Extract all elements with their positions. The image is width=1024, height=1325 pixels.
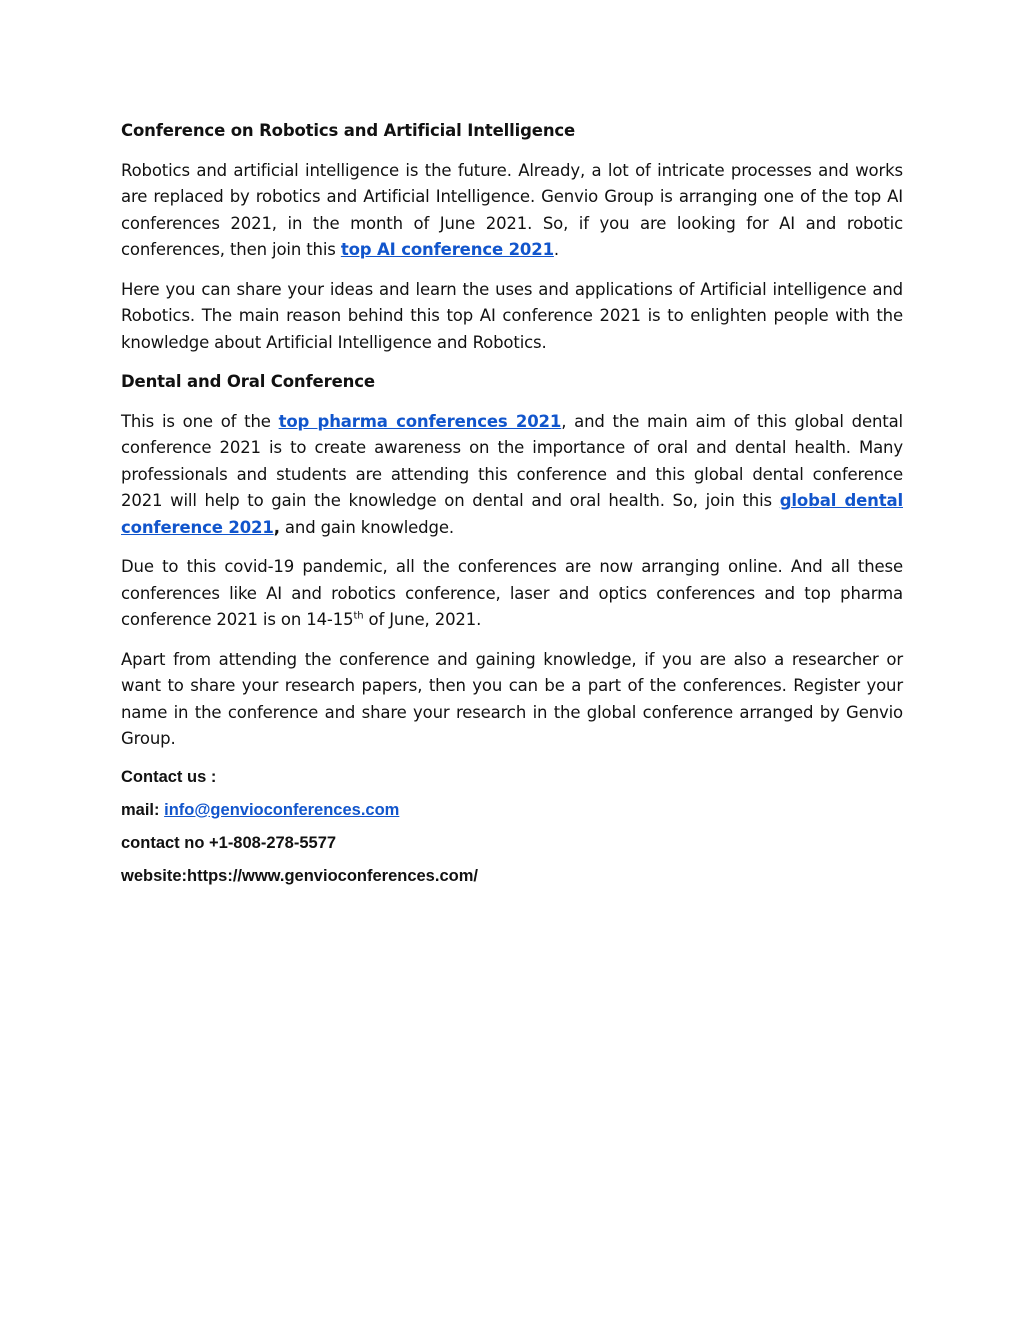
paragraph-robotics-intro	[121, 158, 903, 264]
mail-label: mail:	[121, 800, 165, 819]
contact-block	[121, 766, 903, 887]
contact-phone: contact no +1-808-278-5577	[121, 833, 337, 852]
link-global-dental-conference[interactable]: global dental conference 2021	[121, 491, 903, 537]
paragraph-text: Due to this covid-19 pandemic, all the conferences are now arranging online. And all these conferences like AI and robotics conference, laser and optics conferences and top pharma conference 2021 is on 14-15	[121, 557, 903, 629]
paragraph-dental-intro	[121, 409, 903, 542]
document-page	[121, 118, 903, 887]
paragraph-text: .	[553, 240, 560, 259]
paragraph-text: Robotics and artificial intelligence is the future. Already, a lot of intricate processes and works are replaced by robotics and Artificial Intelligence. Genvio Group is arranging one of the top AI conferences 2021, in the month of June 2021. So, if you are looking for AI and robotic conferences, then join this	[121, 160, 903, 259]
superscript: th	[353, 610, 364, 622]
paragraph-covid	[121, 554, 903, 634]
paragraph-research: Apart from attending the conference and gaining knowledge, if you are also a researcher or want to share your research papers, then you can be a part of the conferences. Register your name in the conference and share your research in the global conference arranged by Genvio Group.	[121, 649, 903, 748]
mail-link[interactable]: info@genvioconferences.com	[164, 800, 400, 819]
paragraph-text: of June, 2021.	[363, 610, 482, 629]
contact-mail	[121, 799, 903, 821]
paragraph-robotics-share: Here you can share your ideas and learn the uses and applications of Artificial intelligence and Robotics. The main reason behind this top AI conference 2021 is to enlighten people with the knowledge about Artificial Intelligence and Robotics.	[121, 279, 903, 352]
contact-website: website:https://www.genvioconferences.com/	[121, 866, 478, 885]
paragraph-text: This is one of the	[121, 411, 279, 431]
link-top-ai-conference[interactable]: top AI conference 2021	[340, 240, 554, 259]
paragraph-text: and gain knowledge.	[279, 517, 454, 537]
section-heading-robotics: Conference on Robotics and Artificial Intelligence	[121, 121, 576, 140]
section-heading-dental: Dental and Oral Conference	[121, 372, 375, 391]
contact-heading: Contact us :	[121, 767, 217, 786]
paragraph-text: ,	[273, 517, 280, 537]
paragraph-text: , and the main aim of this global dental conference 2021 is to create awareness on the importance of oral and dental health. Many professionals and students are attending this conference and this global dental conference 2021 will help to gain the knowledge on dental and oral health. So, join this	[121, 411, 903, 510]
link-top-pharma-conferences[interactable]: top pharma conferences 2021	[278, 411, 562, 431]
